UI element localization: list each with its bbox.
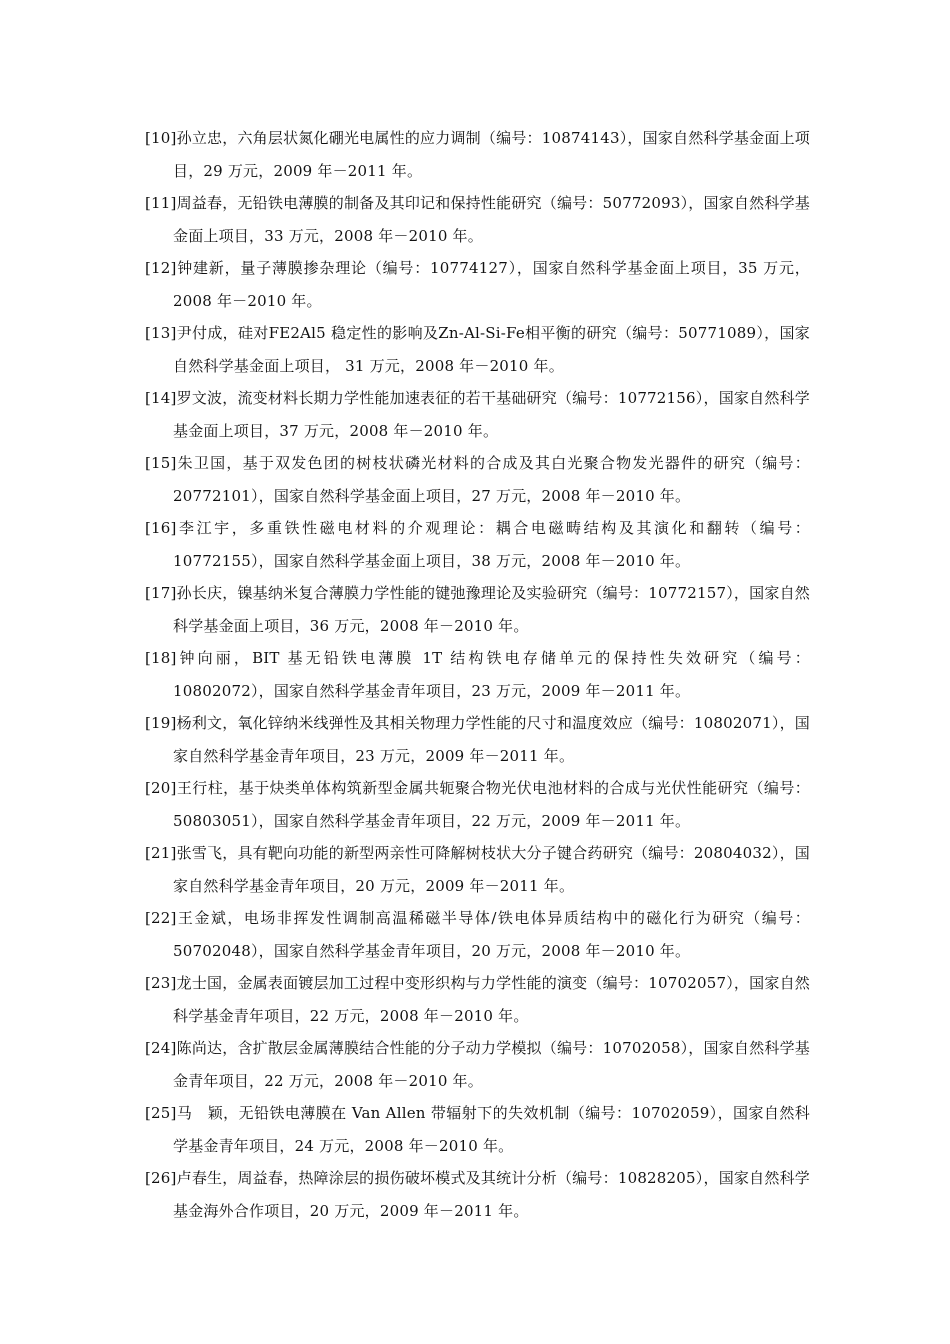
reference-item: [24]陈尚达，含扩散层金属薄膜结合性能的分子动力学模拟（编号：10702058），国家自然科学基金青年项目，22 万元，2008 年－2010 年。 xyxy=(145,1039,810,1090)
reference-item: [15]朱卫国，基于双发色团的树枝状磷光材料的合成及其白光聚合物发光器件的研究（编号：20772101），国家自然科学基金面上项目，27 万元，2008 年－2010 年。 xyxy=(145,454,810,505)
reference-item: [23]龙士国，金属表面镀层加工过程中变形织构与力学性能的演变（编号：10702057），国家自然科学基金青年项目，22 万元，2008 年－2010 年。 xyxy=(145,974,810,1025)
reference-item: [18]钟向丽，BIT 基无铅铁电薄膜 1T 结构铁电存储单元的保持性失效研究（编号：10802072），国家自然科学基金青年项目，23 万元，2009 年－2011 年。 xyxy=(145,649,810,700)
reference-item: [20]王行柱，基于炔类单体构筑新型金属共轭聚合物光伏电池材料的合成与光伏性能研究（编号：50803051），国家自然科学基金青年项目，22 万元，2009 年－2011 年。 xyxy=(145,779,810,830)
reference-item: [10]孙立忠，六角层状氮化硼光电属性的应力调制（编号：10874143），国家自然科学基金面上项目，29 万元，2009 年－2011 年。 xyxy=(145,129,810,180)
reference-item: [12]钟建新，量子薄膜掺杂理论（编号：10774127），国家自然科学基金面上项目，35 万元，2008 年－2010 年。 xyxy=(145,259,810,310)
reference-item: [19]杨利文，氧化锌纳米线弹性及其相关物理力学性能的尺寸和温度效应（编号：10802071），国家自然科学基金青年项目，23 万元，2009 年－2011 年。 xyxy=(145,714,810,765)
reference-item: [16]李江宇，多重铁性磁电材料的介观理论：耦合电磁畴结构及其演化和翻转（编号：10772155），国家自然科学基金面上项目，38 万元，2008 年－2010 年。 xyxy=(145,519,810,570)
reference-item: [17]孙长庆，镍基纳米复合薄膜力学性能的键弛豫理论及实验研究（编号：10772157），国家自然科学基金面上项目，36 万元，2008 年－2010 年。 xyxy=(145,584,810,635)
reference-item: [25]马 颖，无铅铁电薄膜在 Van Allen 带辐射下的失效机制（编号：10702059），国家自然科学基金青年项目，24 万元，2008 年－2010 年。 xyxy=(145,1104,810,1155)
reference-item: [22]王金斌，电场非挥发性调制高温稀磁半导体/铁电体异质结构中的磁化行为研究（编号：50702048），国家自然科学基金青年项目，20 万元，2008 年－2010 年。 xyxy=(145,909,810,960)
reference-item: [26]卢春生，周益春，热障涂层的损伤破坏模式及其统计分析（编号：10828205），国家自然科学基金海外合作项目，20 万元，2009 年－2011 年。 xyxy=(145,1169,810,1220)
reference-item: [11]周益春，无铅铁电薄膜的制备及其印记和保持性能研究（编号：50772093），国家自然科学基金面上项目，33 万元，2008 年－2010 年。 xyxy=(145,194,810,245)
reference-list xyxy=(145,122,810,1227)
reference-item: [14]罗文波，流变材料长期力学性能加速表征的若干基础研究（编号：10772156），国家自然科学基金面上项目，37 万元，2008 年－2010 年。 xyxy=(145,389,810,440)
reference-item: [21]张雪飞，具有靶向功能的新型两亲性可降解树枝状大分子键合药研究（编号：20804032），国家自然科学基金青年项目，20 万元，2009 年－2011 年。 xyxy=(145,844,810,895)
reference-item: [13]尹付成，硅对FE2Al5 稳定性的影响及Zn-Al-Si-Fe相平衡的研究（编号：50771089），国家自然科学基金面上项目， 31 万元，2008 年－2010 年。 xyxy=(145,324,810,375)
